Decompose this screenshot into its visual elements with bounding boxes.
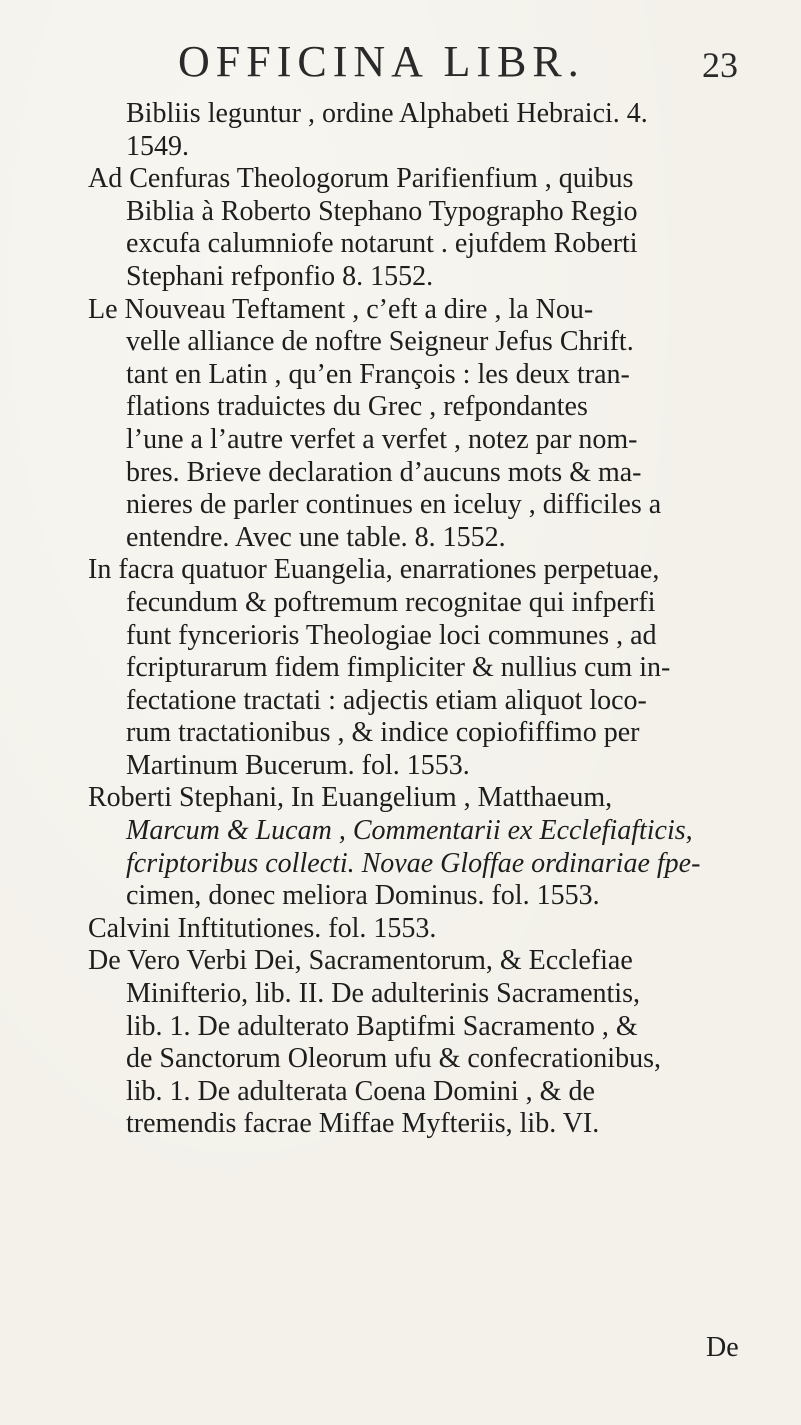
text-line: Minifterio, lib. II. De adulterinis Sacramentis, — [126, 978, 640, 1010]
running-head — [178, 36, 738, 86]
catchword: De — [706, 1332, 739, 1363]
text-line: funt fyncerioris Theologiae loci communes , ad — [126, 619, 657, 651]
text-line: Stephani refponfio 8. 1552. — [126, 260, 434, 292]
text-line: entendre. Avec une table. 8. 1552. — [126, 521, 506, 553]
text-line: velle alliance de noftre Seigneur Jefus Chrift. — [126, 326, 634, 358]
text-line: Martinum Bucerum. fol. 1553. — [126, 749, 470, 781]
text-line: l’une a l’autre verfet a verfet , notez par nom- — [126, 423, 638, 455]
running-title: OFFICINA LIBR. — [178, 37, 585, 86]
text-line: Roberti Stephani, In Euangelium , Matthaeum, — [88, 782, 613, 814]
text-line: lib. 1. De adulterato Baptifmi Sacramento , & — [126, 1010, 638, 1042]
text-line: tremendis facrae Miffae Myfteriis, lib. VI. — [126, 1108, 600, 1140]
page-number: 23 — [702, 45, 738, 85]
catalogue-text — [88, 98, 768, 1141]
text-line: fcriptoribus collecti. Novae Gloffae ordinariae fpe- — [126, 847, 701, 879]
text-line: de Sanctorum Oleorum ufu & confecrationibus, — [126, 1043, 661, 1075]
text-line: lib. 1. De adulterata Coena Domini , & de — [126, 1075, 595, 1107]
text-line: Biblia à Roberto Stephano Typographo Regio — [126, 195, 638, 227]
text-line: Bibliis leguntur , ordine Alphabeti Hebraici. 4. — [126, 98, 648, 129]
text-line: fecundum & poftremum recognitae qui infperfi — [126, 586, 656, 618]
text-line: tant en Latin , qu’en François : les deux tran- — [126, 358, 630, 390]
text-line: fcripturarum fidem fimpliciter & nullius cum in- — [126, 652, 671, 684]
text-line: Marcum & Lucam , Commentarii ex Ecclefiafticis, — [126, 815, 693, 847]
text-line: fectatione tractati : adjectis etiam aliquot loco- — [126, 684, 647, 716]
text-line: Ad Cenfuras Theologorum Parifienfium , quibus — [88, 163, 634, 195]
text-line: excufa calumniofe notarunt . ejufdem Roberti — [126, 228, 638, 260]
text-line: De Vero Verbi Dei, Sacramentorum, & Ecclefiae — [88, 945, 633, 977]
text-line: Calvini Inftitutiones. fol. 1553. — [88, 912, 437, 944]
text-line: flations traduictes du Grec , refpondantes — [126, 391, 588, 423]
text-line: bres. Brieve declaration d’aucuns mots & ma- — [126, 456, 642, 488]
text-line: rum tractationibus , & indice copiofiffimo per — [126, 717, 640, 749]
text-line: Le Nouveau Teftament , c’eft a dire , la Nou- — [88, 293, 594, 325]
text-line: nieres de parler continues en iceluy , difficiles a — [126, 489, 662, 521]
text-line: cimen, donec meliora Dominus. fol. 1553. — [126, 880, 600, 912]
text-line: In facra quatuor Euangelia, enarrationes perpetuae, — [88, 554, 660, 586]
text-line: 1549. — [126, 130, 189, 162]
